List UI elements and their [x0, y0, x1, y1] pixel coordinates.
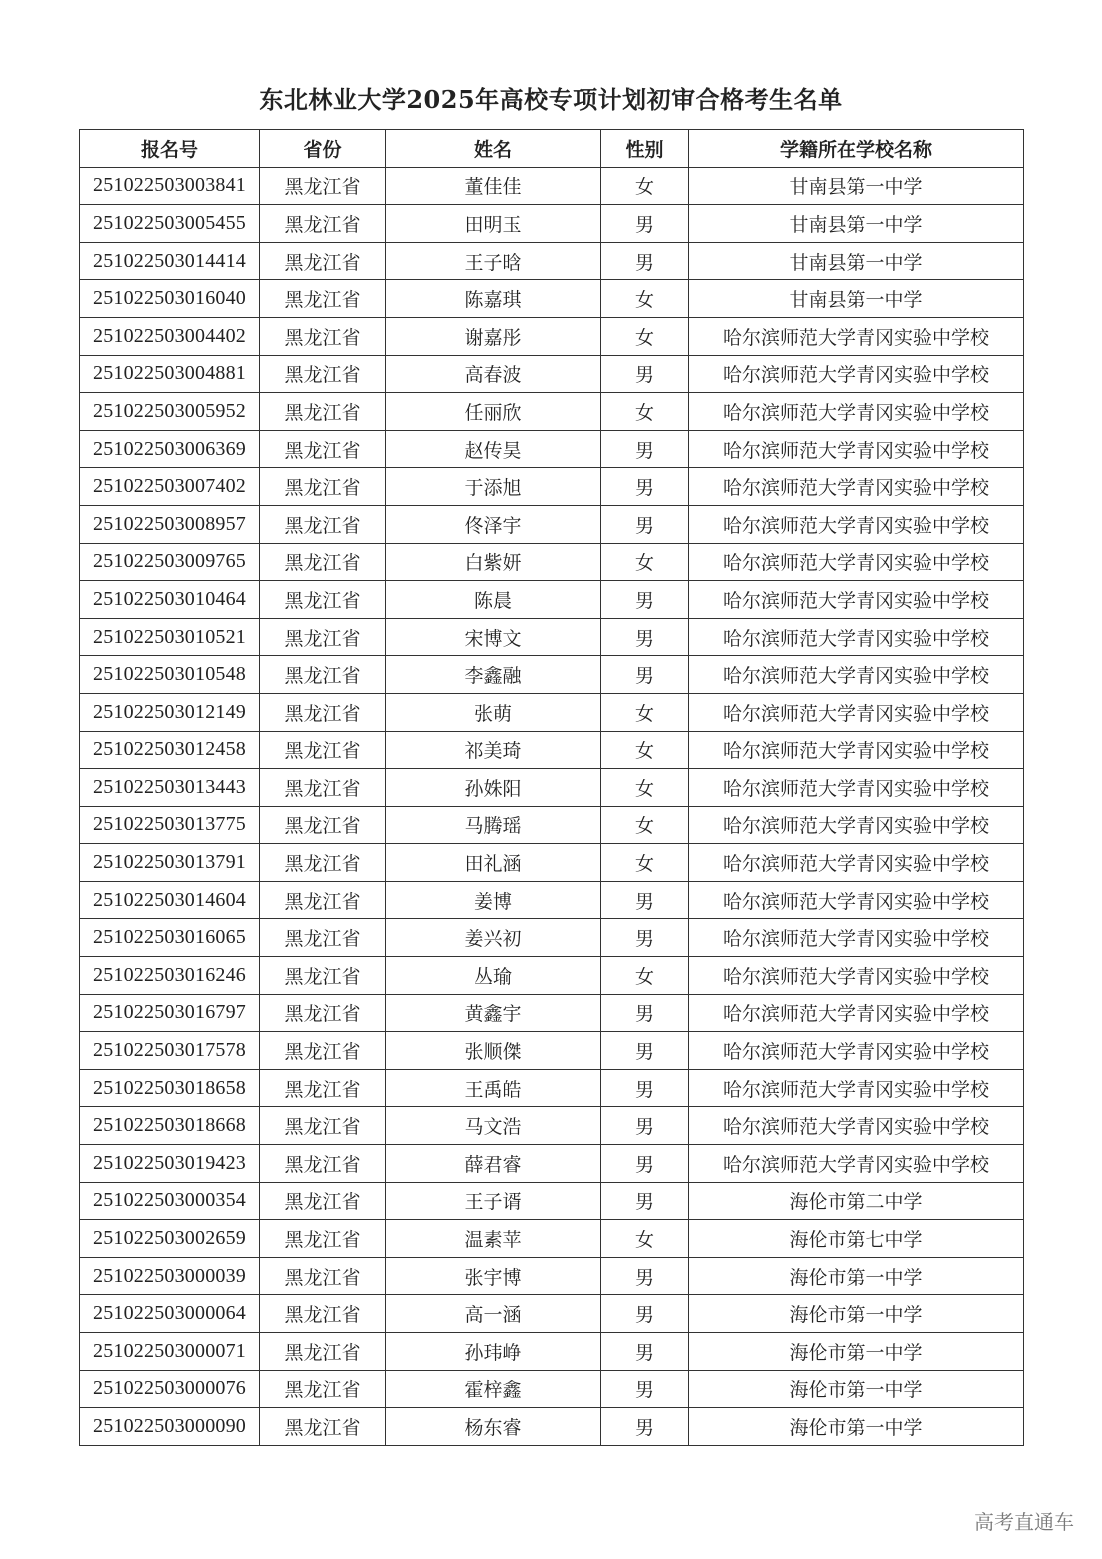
- province-cell: 黑龙江省: [260, 1408, 386, 1446]
- registration-number-cell: 251022503018668: [80, 1107, 260, 1145]
- header-registration-number: 报名号: [80, 130, 260, 168]
- table-row: [80, 581, 1024, 619]
- name-cell: 于添旭: [386, 468, 601, 506]
- school-cell: 哈尔滨师范大学青冈实验中学校: [689, 693, 1024, 731]
- province-cell: 黑龙江省: [260, 693, 386, 731]
- gender-cell: 男: [601, 994, 689, 1032]
- name-cell: 陈嘉琪: [386, 280, 601, 318]
- province-cell: 黑龙江省: [260, 656, 386, 694]
- table-row: [80, 957, 1024, 995]
- registration-number-cell: 251022503010548: [80, 656, 260, 694]
- gender-cell: 男: [601, 881, 689, 919]
- school-cell: 甘南县第一中学: [689, 205, 1024, 243]
- school-cell: 甘南县第一中学: [689, 242, 1024, 280]
- name-cell: 任丽欣: [386, 393, 601, 431]
- province-cell: 黑龙江省: [260, 1220, 386, 1258]
- province-cell: 黑龙江省: [260, 317, 386, 355]
- gender-cell: 女: [601, 317, 689, 355]
- province-cell: 黑龙江省: [260, 994, 386, 1032]
- province-cell: 黑龙江省: [260, 1069, 386, 1107]
- school-cell: 海伦市第七中学: [689, 1220, 1024, 1258]
- province-cell: 黑龙江省: [260, 1257, 386, 1295]
- school-cell: 海伦市第二中学: [689, 1182, 1024, 1220]
- gender-cell: 男: [601, 430, 689, 468]
- province-cell: 黑龙江省: [260, 731, 386, 769]
- province-cell: 黑龙江省: [260, 167, 386, 205]
- school-cell: 哈尔滨师范大学青冈实验中学校: [689, 1032, 1024, 1070]
- table-row: [80, 317, 1024, 355]
- name-cell: 谢嘉彤: [386, 317, 601, 355]
- name-cell: 马文浩: [386, 1107, 601, 1145]
- registration-number-cell: 251022503010521: [80, 618, 260, 656]
- gender-cell: 男: [601, 1295, 689, 1333]
- gender-cell: 男: [601, 1333, 689, 1371]
- school-cell: 海伦市第一中学: [689, 1333, 1024, 1371]
- name-cell: 温素苹: [386, 1220, 601, 1258]
- province-cell: 黑龙江省: [260, 1370, 386, 1408]
- gender-cell: 女: [601, 167, 689, 205]
- table-row: [80, 1032, 1024, 1070]
- gender-cell: 男: [601, 1145, 689, 1183]
- registration-number-cell: 251022503013775: [80, 806, 260, 844]
- gender-cell: 男: [601, 581, 689, 619]
- registration-number-cell: 251022503000354: [80, 1182, 260, 1220]
- school-cell: 哈尔滨师范大学青冈实验中学校: [689, 581, 1024, 619]
- registration-number-cell: 251022503000090: [80, 1408, 260, 1446]
- gender-cell: 男: [601, 919, 689, 957]
- table-row: [80, 543, 1024, 581]
- name-cell: 高一涵: [386, 1295, 601, 1333]
- school-cell: 哈尔滨师范大学青冈实验中学校: [689, 806, 1024, 844]
- name-cell: 佟泽宇: [386, 505, 601, 543]
- province-cell: 黑龙江省: [260, 1295, 386, 1333]
- table-row: [80, 656, 1024, 694]
- registration-number-cell: 251022503006369: [80, 430, 260, 468]
- registration-number-cell: 251022503016040: [80, 280, 260, 318]
- registration-number-cell: 251022503013443: [80, 769, 260, 807]
- gender-cell: 男: [601, 242, 689, 280]
- name-cell: 张萌: [386, 693, 601, 731]
- name-cell: 李鑫融: [386, 656, 601, 694]
- gender-cell: 男: [601, 505, 689, 543]
- name-cell: 田明玉: [386, 205, 601, 243]
- registration-number-cell: 251022503007402: [80, 468, 260, 506]
- school-cell: 哈尔滨师范大学青冈实验中学校: [689, 1107, 1024, 1145]
- registration-number-cell: 251022503016065: [80, 919, 260, 957]
- registration-number-cell: 251022503004881: [80, 355, 260, 393]
- gender-cell: 男: [601, 618, 689, 656]
- name-cell: 王子谞: [386, 1182, 601, 1220]
- page-title: 东北林业大学2025年高校专项计划初审合格考生名单: [259, 85, 843, 114]
- registration-number-cell: 251022503017578: [80, 1032, 260, 1070]
- table-row: [80, 430, 1024, 468]
- province-cell: 黑龙江省: [260, 844, 386, 882]
- name-cell: 黄鑫宇: [386, 994, 601, 1032]
- gender-cell: 女: [601, 731, 689, 769]
- name-cell: 王子晗: [386, 242, 601, 280]
- school-cell: 哈尔滨师范大学青冈实验中学校: [689, 1069, 1024, 1107]
- name-cell: 孙玮峥: [386, 1333, 601, 1371]
- registration-number-cell: 251022503009765: [80, 543, 260, 581]
- table-row: [80, 393, 1024, 431]
- province-cell: 黑龙江省: [260, 505, 386, 543]
- gender-cell: 女: [601, 543, 689, 581]
- registration-number-cell: 251022503003841: [80, 167, 260, 205]
- gender-cell: 男: [601, 1182, 689, 1220]
- candidate-table: [79, 129, 1024, 1446]
- header-school: 学籍所在学校名称: [689, 130, 1024, 168]
- table-row: [80, 1408, 1024, 1446]
- gender-cell: 女: [601, 693, 689, 731]
- school-cell: 哈尔滨师范大学青冈实验中学校: [689, 618, 1024, 656]
- school-cell: 哈尔滨师范大学青冈实验中学校: [689, 844, 1024, 882]
- school-cell: 哈尔滨师范大学青冈实验中学校: [689, 731, 1024, 769]
- gender-cell: 女: [601, 957, 689, 995]
- table-row: [80, 355, 1024, 393]
- name-cell: 丛瑜: [386, 957, 601, 995]
- name-cell: 张宇博: [386, 1257, 601, 1295]
- registration-number-cell: 251022503014604: [80, 881, 260, 919]
- registration-number-cell: 251022503013791: [80, 844, 260, 882]
- table-row: [80, 994, 1024, 1032]
- province-cell: 黑龙江省: [260, 355, 386, 393]
- school-cell: 哈尔滨师范大学青冈实验中学校: [689, 656, 1024, 694]
- watermark: 高考直通车: [974, 1510, 1074, 1534]
- school-cell: 哈尔滨师范大学青冈实验中学校: [689, 393, 1024, 431]
- table-row: [80, 844, 1024, 882]
- name-cell: 宋博文: [386, 618, 601, 656]
- gender-cell: 男: [601, 1107, 689, 1145]
- school-cell: 海伦市第一中学: [689, 1370, 1024, 1408]
- gender-cell: 男: [601, 1032, 689, 1070]
- table-row: [80, 1107, 1024, 1145]
- gender-cell: 女: [601, 280, 689, 318]
- school-cell: 哈尔滨师范大学青冈实验中学校: [689, 919, 1024, 957]
- registration-number-cell: 251022503018658: [80, 1069, 260, 1107]
- table-header-row: [80, 130, 1024, 168]
- name-cell: 薛君睿: [386, 1145, 601, 1183]
- registration-number-cell: 251022503012149: [80, 693, 260, 731]
- school-cell: 哈尔滨师范大学青冈实验中学校: [689, 317, 1024, 355]
- table-row: [80, 806, 1024, 844]
- gender-cell: 女: [601, 844, 689, 882]
- table-row: [80, 1295, 1024, 1333]
- table-row: [80, 167, 1024, 205]
- name-cell: 白紫妍: [386, 543, 601, 581]
- name-cell: 王禹皓: [386, 1069, 601, 1107]
- table-row: [80, 618, 1024, 656]
- table-row: [80, 919, 1024, 957]
- registration-number-cell: 251022503000071: [80, 1333, 260, 1371]
- school-cell: 哈尔滨师范大学青冈实验中学校: [689, 1145, 1024, 1183]
- province-cell: 黑龙江省: [260, 919, 386, 957]
- registration-number-cell: 251022503008957: [80, 505, 260, 543]
- name-cell: 赵传昊: [386, 430, 601, 468]
- province-cell: 黑龙江省: [260, 618, 386, 656]
- header-gender: 性别: [601, 130, 689, 168]
- table-row: [80, 1145, 1024, 1183]
- province-cell: 黑龙江省: [260, 468, 386, 506]
- table-row: [80, 205, 1024, 243]
- table-row: [80, 693, 1024, 731]
- table-row: [80, 242, 1024, 280]
- registration-number-cell: 251022503016246: [80, 957, 260, 995]
- name-cell: 祁美琦: [386, 731, 601, 769]
- province-cell: 黑龙江省: [260, 543, 386, 581]
- gender-cell: 男: [601, 205, 689, 243]
- header-name: 姓名: [386, 130, 601, 168]
- name-cell: 董佳佳: [386, 167, 601, 205]
- school-cell: 海伦市第一中学: [689, 1295, 1024, 1333]
- gender-cell: 男: [601, 1370, 689, 1408]
- name-cell: 霍梓鑫: [386, 1370, 601, 1408]
- table-row: [80, 505, 1024, 543]
- province-cell: 黑龙江省: [260, 1333, 386, 1371]
- table-row: [80, 1257, 1024, 1295]
- school-cell: 哈尔滨师范大学青冈实验中学校: [689, 430, 1024, 468]
- name-cell: 陈晨: [386, 581, 601, 619]
- registration-number-cell: 251022503000076: [80, 1370, 260, 1408]
- name-cell: 孙姝阳: [386, 769, 601, 807]
- table-row: [80, 769, 1024, 807]
- province-cell: 黑龙江省: [260, 957, 386, 995]
- province-cell: 黑龙江省: [260, 1182, 386, 1220]
- school-cell: 哈尔滨师范大学青冈实验中学校: [689, 355, 1024, 393]
- table-row: [80, 881, 1024, 919]
- name-cell: 田礼涵: [386, 844, 601, 882]
- gender-cell: 男: [601, 468, 689, 506]
- province-cell: 黑龙江省: [260, 806, 386, 844]
- registration-number-cell: 251022503005455: [80, 205, 260, 243]
- school-cell: 哈尔滨师范大学青冈实验中学校: [689, 468, 1024, 506]
- province-cell: 黑龙江省: [260, 769, 386, 807]
- gender-cell: 男: [601, 1069, 689, 1107]
- gender-cell: 女: [601, 1220, 689, 1258]
- name-cell: 杨东睿: [386, 1408, 601, 1446]
- school-cell: 海伦市第一中学: [689, 1257, 1024, 1295]
- province-cell: 黑龙江省: [260, 242, 386, 280]
- name-cell: 张顺傑: [386, 1032, 601, 1070]
- gender-cell: 男: [601, 1257, 689, 1295]
- registration-number-cell: 251022503014414: [80, 242, 260, 280]
- school-cell: 哈尔滨师范大学青冈实验中学校: [689, 505, 1024, 543]
- school-cell: 哈尔滨师范大学青冈实验中学校: [689, 769, 1024, 807]
- gender-cell: 女: [601, 806, 689, 844]
- table-body: [80, 167, 1024, 1445]
- school-cell: 甘南县第一中学: [689, 280, 1024, 318]
- province-cell: 黑龙江省: [260, 581, 386, 619]
- province-cell: 黑龙江省: [260, 1032, 386, 1070]
- registration-number-cell: 251022503005952: [80, 393, 260, 431]
- school-cell: 哈尔滨师范大学青冈实验中学校: [689, 994, 1024, 1032]
- province-cell: 黑龙江省: [260, 881, 386, 919]
- table-row: [80, 1220, 1024, 1258]
- province-cell: 黑龙江省: [260, 1145, 386, 1183]
- gender-cell: 女: [601, 769, 689, 807]
- registration-number-cell: 251022503000064: [80, 1295, 260, 1333]
- school-cell: 哈尔滨师范大学青冈实验中学校: [689, 957, 1024, 995]
- gender-cell: 男: [601, 355, 689, 393]
- province-cell: 黑龙江省: [260, 1107, 386, 1145]
- school-cell: 甘南县第一中学: [689, 167, 1024, 205]
- table-row: [80, 1333, 1024, 1371]
- name-cell: 姜兴初: [386, 919, 601, 957]
- gender-cell: 男: [601, 1408, 689, 1446]
- table-row: [80, 1069, 1024, 1107]
- table-row: [80, 1370, 1024, 1408]
- registration-number-cell: 251022503002659: [80, 1220, 260, 1258]
- registration-number-cell: 251022503012458: [80, 731, 260, 769]
- table-row: [80, 731, 1024, 769]
- province-cell: 黑龙江省: [260, 205, 386, 243]
- province-cell: 黑龙江省: [260, 280, 386, 318]
- school-cell: 海伦市第一中学: [689, 1408, 1024, 1446]
- registration-number-cell: 251022503019423: [80, 1145, 260, 1183]
- name-cell: 姜博: [386, 881, 601, 919]
- table-row: [80, 1182, 1024, 1220]
- name-cell: 马腾瑶: [386, 806, 601, 844]
- registration-number-cell: 251022503004402: [80, 317, 260, 355]
- school-cell: 哈尔滨师范大学青冈实验中学校: [689, 543, 1024, 581]
- table-row: [80, 468, 1024, 506]
- registration-number-cell: 251022503016797: [80, 994, 260, 1032]
- school-cell: 哈尔滨师范大学青冈实验中学校: [689, 881, 1024, 919]
- header-province: 省份: [260, 130, 386, 168]
- registration-number-cell: 251022503000039: [80, 1257, 260, 1295]
- gender-cell: 男: [601, 656, 689, 694]
- name-cell: 高春波: [386, 355, 601, 393]
- gender-cell: 女: [601, 393, 689, 431]
- registration-number-cell: 251022503010464: [80, 581, 260, 619]
- province-cell: 黑龙江省: [260, 393, 386, 431]
- table-row: [80, 280, 1024, 318]
- province-cell: 黑龙江省: [260, 430, 386, 468]
